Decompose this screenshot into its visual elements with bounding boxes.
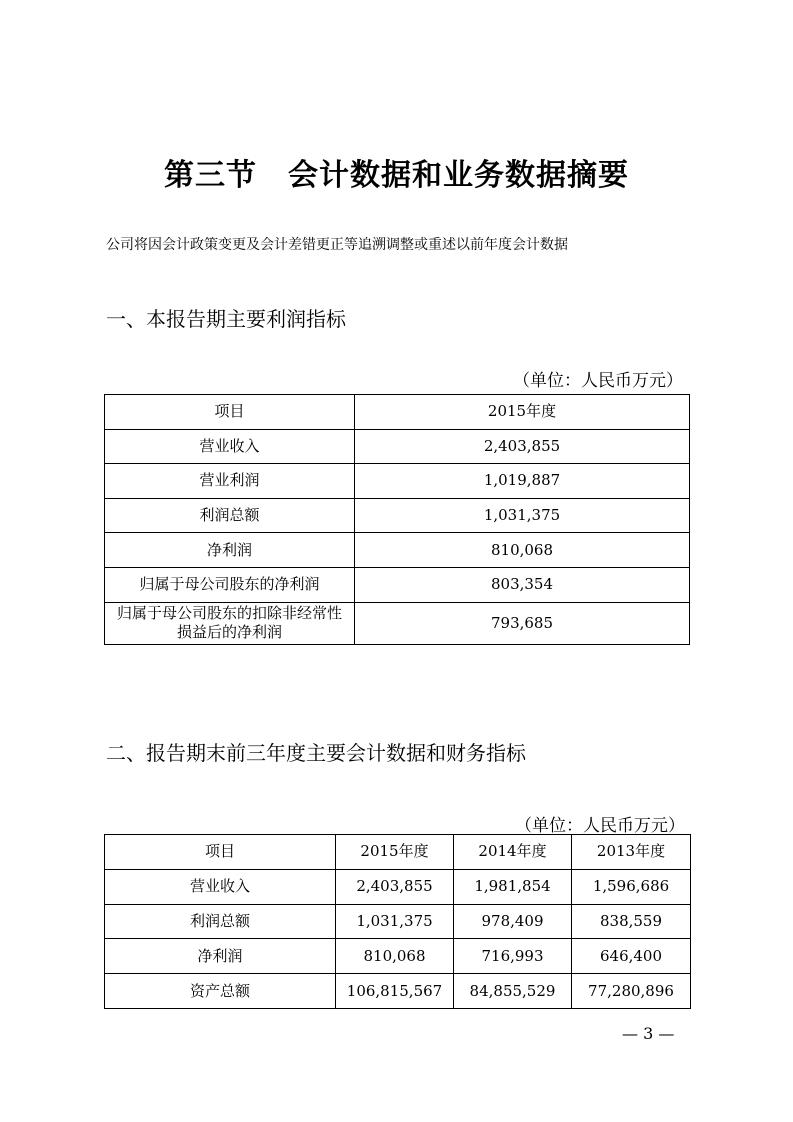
header-item: 项目 [105, 835, 336, 870]
row-value: 793,685 [355, 602, 690, 644]
row-label: 净利润 [105, 533, 355, 568]
value-2013: 1,596,686 [572, 869, 691, 904]
value-2013: 646,400 [572, 939, 691, 974]
value-2015: 2,403,855 [336, 869, 454, 904]
section1-unit: （单位：人民币万元） [513, 371, 683, 391]
header-item: 项目 [105, 395, 355, 430]
row-value: 810,068 [355, 533, 690, 568]
row-label: 净利润 [105, 939, 336, 974]
page-number: — 3 — [622, 1024, 675, 1043]
table-row [105, 869, 691, 904]
table-row [105, 464, 690, 499]
value-2013: 838,559 [572, 904, 691, 939]
header-2015: 2015年度 [336, 835, 454, 870]
row-value: 1,019,887 [355, 464, 690, 499]
value-2014: 84,855,529 [454, 974, 572, 1009]
table-row [105, 602, 690, 644]
table-row [105, 904, 691, 939]
row-label: 归属于母公司股东的扣除非经常性损益后的净利润 [105, 602, 355, 644]
row-label: 营业收入 [105, 429, 355, 464]
table-header-row [105, 835, 691, 870]
section2-unit: （单位：人民币万元） [515, 816, 685, 836]
row-label: 归属于母公司股东的净利润 [105, 567, 355, 602]
header-2014: 2014年度 [454, 835, 572, 870]
value-2014: 978,409 [454, 904, 572, 939]
header-2013: 2013年度 [572, 835, 691, 870]
row-label: 利润总额 [105, 498, 355, 533]
row-label: 利润总额 [105, 904, 336, 939]
section1-heading: 一、本报告期主要利润指标 [106, 307, 346, 331]
value-2014: 716,993 [454, 939, 572, 974]
row-label: 营业利润 [105, 464, 355, 499]
row-label: 资产总额 [105, 974, 336, 1009]
table-row [105, 429, 690, 464]
table-row [105, 498, 690, 533]
table-row [105, 939, 691, 974]
restatement-note: 公司将因会计政策变更及会计差错更正等追溯调整或重述以前年度会计数据 [106, 237, 568, 253]
row-label: 营业收入 [105, 869, 336, 904]
value-2015: 810,068 [336, 939, 454, 974]
table-header-row [105, 395, 690, 430]
profit-indicators-table [104, 394, 690, 645]
page-title: 第三节 会计数据和业务数据摘要 [164, 158, 629, 193]
value-2014: 1,981,854 [454, 869, 572, 904]
section2-heading: 二、报告期末前三年度主要会计数据和财务指标 [106, 741, 526, 765]
row-value: 803,354 [355, 567, 690, 602]
value-2015: 1,031,375 [336, 904, 454, 939]
value-2015: 106,815,567 [336, 974, 454, 1009]
table-row [105, 974, 691, 1009]
table-row [105, 567, 690, 602]
value-2013: 77,280,896 [572, 974, 691, 1009]
header-2015: 2015年度 [355, 395, 690, 430]
row-value: 2,403,855 [355, 429, 690, 464]
three-year-data-table [104, 834, 691, 1009]
table-row [105, 533, 690, 568]
row-value: 1,031,375 [355, 498, 690, 533]
